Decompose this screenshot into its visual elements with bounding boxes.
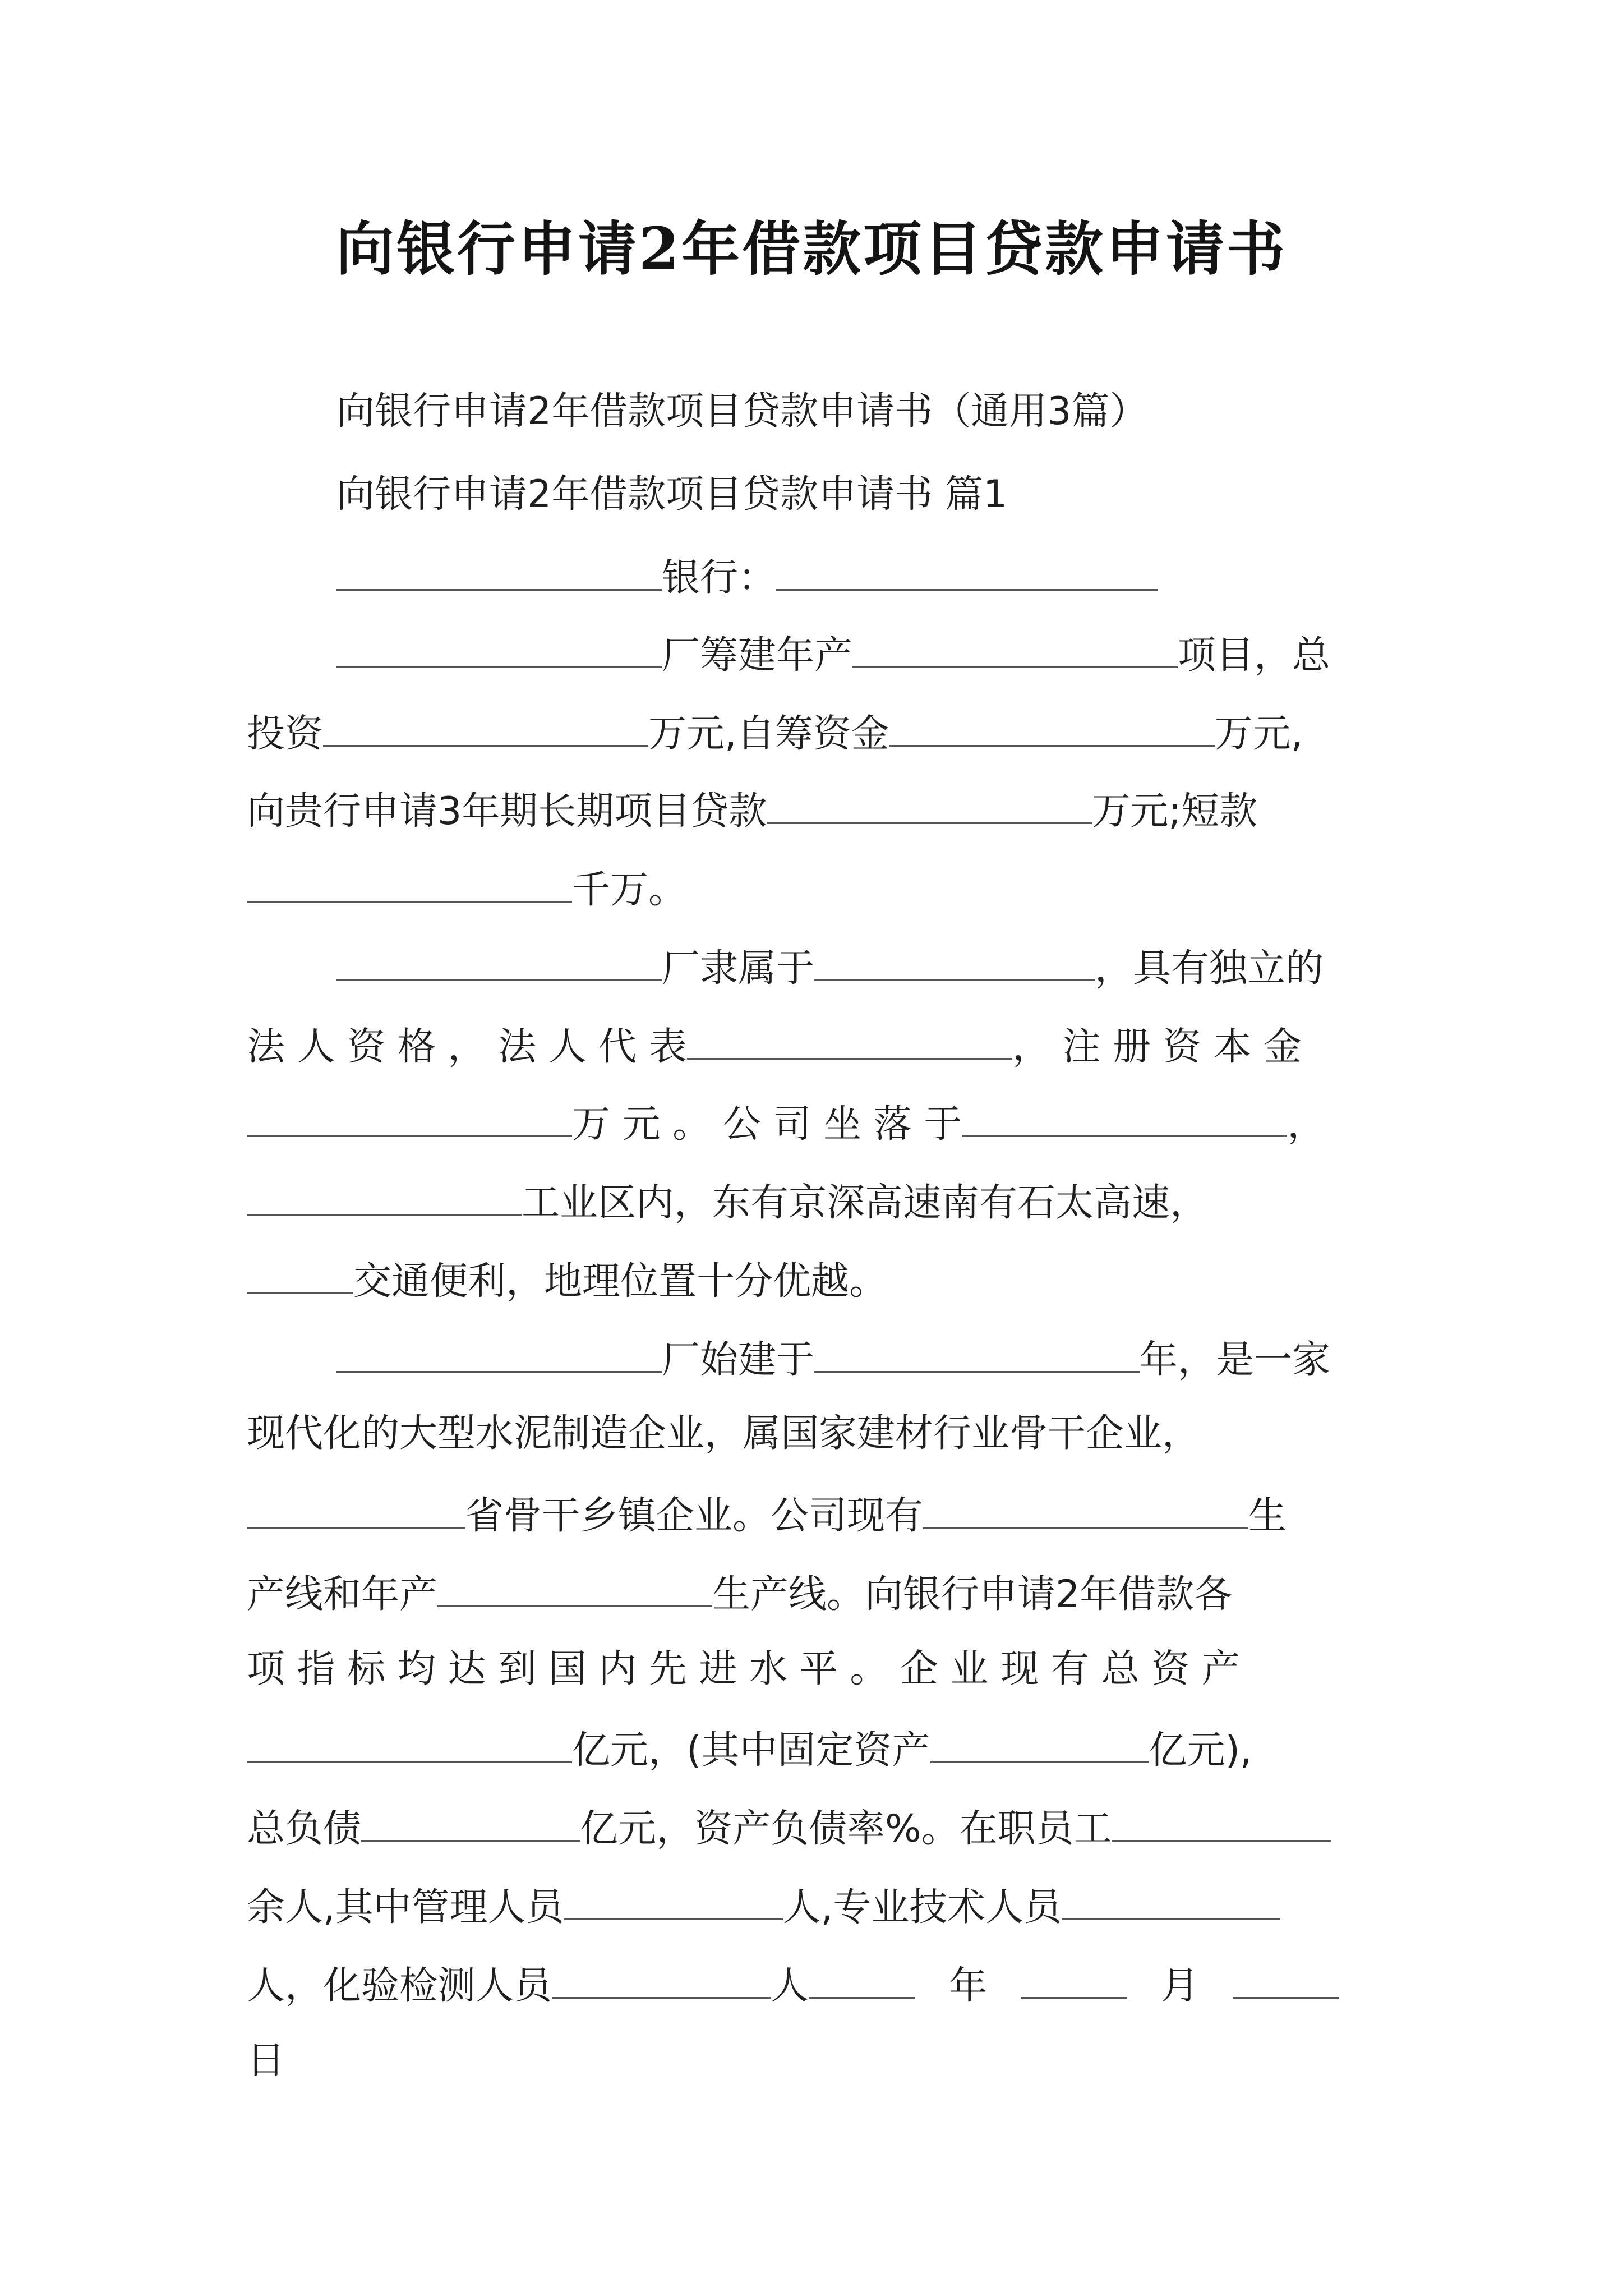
blank-field[interactable] (687, 1024, 1012, 1060)
blank-field[interactable] (1021, 1963, 1127, 1999)
blank-field[interactable] (814, 1337, 1140, 1373)
paragraph-line: 省骨干乡镇企业。公司现有 生 (247, 1493, 1287, 1535)
paragraph-line: 余人,其中管理人员 人,专业技术人员 (247, 1885, 1280, 1927)
paragraph-line: 现代化的大型水泥制造企业，属国家建材行业骨干企业， (247, 1411, 1201, 1456)
blank-field[interactable] (336, 633, 662, 668)
paragraph-line: 厂隶属于 ，具有独立的 (336, 946, 1324, 988)
blank-field[interactable] (889, 711, 1215, 747)
blank-field[interactable] (247, 867, 572, 903)
paragraph-line: 总负债 亿元，资产负债率%。在职员工 (247, 1806, 1331, 1848)
blank-field[interactable] (852, 633, 1178, 668)
blank-field[interactable] (1062, 1885, 1280, 1920)
blank-field[interactable] (247, 1180, 522, 1216)
paragraph-line: 厂筹建年产 项目，总 (336, 633, 1330, 675)
blank-field[interactable] (323, 711, 648, 747)
paragraph-line: 人，化验检测人员 人 年 月 (247, 1963, 1339, 2005)
paragraph-line: 法 人 资 格 ， 法 人 代 表 ， 注 册 资 本 金 (247, 1025, 1302, 1069)
blank-field[interactable] (564, 1885, 783, 1920)
blank-field[interactable] (247, 1102, 572, 1137)
blank-field[interactable] (776, 555, 1158, 591)
blank-field[interactable] (437, 1572, 712, 1607)
paragraph-line: 日 (247, 2039, 285, 2083)
paragraph-line: 向贵行申请3年期长期项目贷款 万元;短款 (247, 789, 1258, 834)
blank-field[interactable] (809, 1963, 915, 1999)
blank-field[interactable] (247, 1728, 572, 1763)
paragraph-line: 工业区内，东有京深高速南有石太高速， (247, 1180, 1208, 1222)
paragraph-line: 产线和年产 生产线。向银行申请2年借款各 (247, 1572, 1233, 1617)
paragraph-line: 投资 万元,自筹资金 万元, (247, 712, 1303, 756)
paragraph-line: 厂始建于 年，是一家 (336, 1337, 1330, 1379)
blank-field[interactable] (814, 946, 1095, 981)
paragraph-line: 项 指 标 均 达 到 国 内 先 进 水 平 。 企 业 现 有 总 资 产 (247, 1647, 1240, 1691)
section-heading: 向银行申请2年借款项目贷款申请书 篇1 (336, 472, 1008, 517)
blank-field[interactable] (336, 1337, 662, 1373)
document-subtitle: 向银行申请2年借款项目贷款申请书（通用3篇） (336, 389, 1148, 434)
paragraph-line: 万 元 。 公 司 坐 落 于 ， (247, 1102, 1325, 1144)
blank-field[interactable] (336, 555, 662, 591)
paragraph-line: 交通便利，地理位置十分优越。 (247, 1259, 887, 1301)
blank-field[interactable] (336, 946, 662, 981)
blank-field[interactable] (1112, 1806, 1331, 1842)
blank-field[interactable] (767, 789, 1092, 824)
blank-field[interactable] (962, 1102, 1287, 1137)
blank-field[interactable] (247, 1493, 465, 1529)
paragraph-line: 亿元，(其中固定资产 亿元), (247, 1728, 1252, 1770)
document-title: 向银行申请2年借款项目贷款申请书 (335, 214, 1288, 283)
blank-field[interactable] (930, 1728, 1149, 1763)
blank-field[interactable] (552, 1963, 771, 1999)
blank-field[interactable] (1233, 1963, 1339, 1999)
blank-field[interactable] (247, 1259, 353, 1294)
blank-field[interactable] (361, 1806, 580, 1842)
blank-field[interactable] (923, 1493, 1248, 1529)
paragraph-line: 银行： (336, 555, 1158, 597)
paragraph-line: 千万。 (247, 867, 686, 909)
